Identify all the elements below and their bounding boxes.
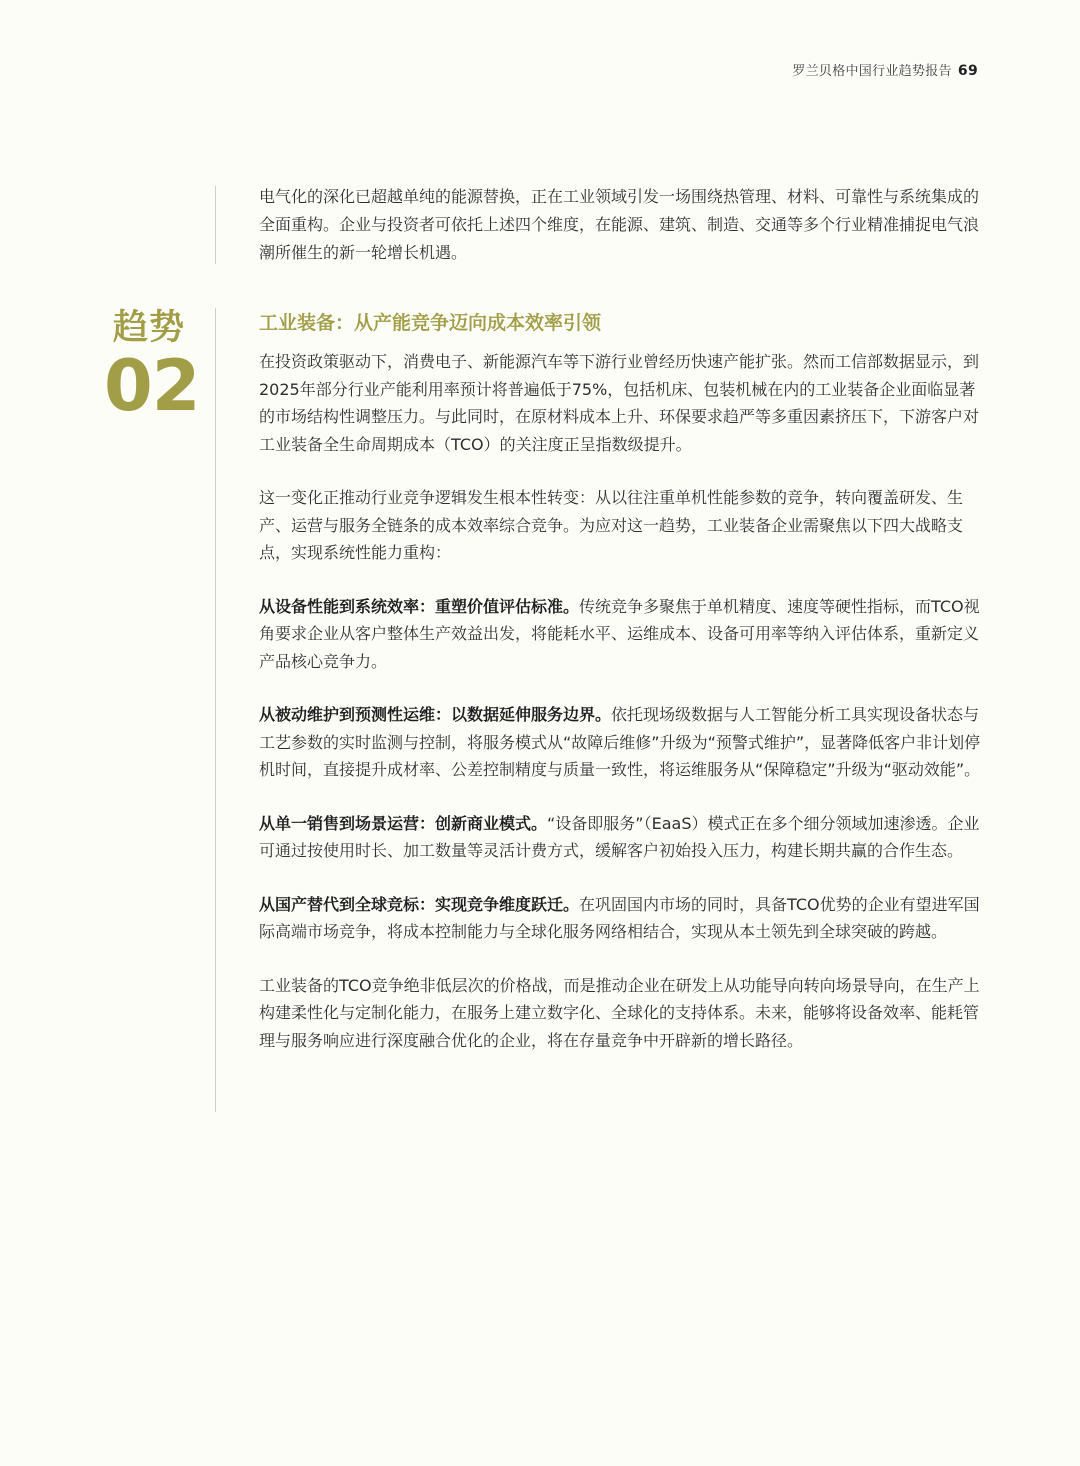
body-paragraph (259, 593, 981, 676)
paragraph-lead: 从被动维护到预测性运维：以数据延伸服务边界。 (259, 705, 612, 724)
section-body (259, 310, 981, 1080)
paragraph-text: 工业装备的TCO竞争绝非低层次的价格战，而是推动企业在研发上从功能导向转向场景导向，在生产上构建柔性化与定制化能力，在服务上建立数字化、全球化的支持体系。未来，能够将设备效率、能耗管理与服务响应进行深度融合优化的企业，将在存量竞争中开辟新的增长路径。 (259, 975, 980, 1050)
page-number: 69 (957, 63, 978, 79)
trend-label (104, 307, 200, 427)
body-paragraph (259, 701, 981, 784)
trend-number: 02 (104, 345, 200, 427)
paragraph-lead: 从设备性能到系统效率：重塑价值评估标准。 (259, 596, 580, 616)
body-paragraph (259, 972, 981, 1055)
body-paragraph (259, 348, 981, 458)
section-divider (215, 308, 216, 1112)
body-paragraph (259, 484, 981, 567)
paragraph-text: 这一变化正推动行业竞争逻辑发生根本性转变：从以往注重单机性能参数的竞争，转向覆盖研发、生产、运营与服务全链条的成本效率综合竞争。为应对这一趋势，工业装备企业需聚焦以下四大战略支点，实现系统性能力重构： (259, 488, 964, 562)
report-title: 罗兰贝格中国行业趋势报告 (792, 64, 952, 79)
paragraph-text: 在投资政策驱动下，消费电子、新能源汽车等下游行业曾经历快速产能扩张。然而工信部数据显示，到2025年部分行业产能利用率预计将普遍低于75%，包括机床、包装机械在内的工业装备企业面临显著的市场结构性调整压力。与此同时，在原材料成本上升、环保要求趋严等多重因素挤压下，下游客户对工业装备全生命周期成本（TCO）的关注度正呈指数级提升。 (259, 352, 980, 454)
paragraph-text: 依托现场级数据与人工智能分析工具实现设备状态与工艺参数的实时监测与控制，将服务模式从“故障后维修”升级为“预警式维护”，显著降低客户非计划停机时间，直接提升成材率、公差控制精度与质量一致性，将运维服务从“保障稳定”升级为“驱动效能”。 (259, 705, 981, 779)
body-paragraph (259, 810, 981, 865)
paragraph-lead: 从国产替代到全球竞标：实现竞争维度跃迁。 (259, 894, 580, 914)
paragraph-text: 在巩固国内市场的同时，具备TCO优势的企业有望进军国际高端市场竞争，将成本控制能力与全球化服务网络相结合，实现从本土领先到全球突破的跨越。 (259, 894, 980, 941)
paragraph-text: 传统竞争多聚焦于单机精度、速度等硬性指标，而TCO视角要求企业从客户整体生产效益出发，将能耗水平、运维成本、设备可用率等纳入评估体系，重新定义产品核心竞争力。 (259, 596, 980, 671)
paragraph-text: “设备即服务”（EaaS）模式正在多个细分领域加速渗透。企业可通过按使用时长、加工数量等灵活计费方式，缓解客户初始投入压力，构建长期共赢的合作生态。 (259, 813, 980, 860)
body-paragraph (259, 891, 981, 946)
intro-paragraph: 电气化的深化已超越单纯的能源替换，正在工业领域引发一场围绕热管理、材料、可靠性与系统集成的全面重构。企业与投资者可依托上述四个维度，在能源、建筑、制造、交通等多个行业精准捕捉电气浪潮所催生的新一轮增长机遇。 (259, 187, 980, 262)
paragraph-lead: 从单一销售到场景运营：创新商业模式。 (259, 813, 548, 833)
intro-divider (215, 186, 216, 264)
page-header (792, 60, 978, 79)
section-title: 工业装备：从产能竞争迈向成本效率引领 (259, 312, 602, 334)
trend-word: 趋势 (112, 308, 185, 348)
